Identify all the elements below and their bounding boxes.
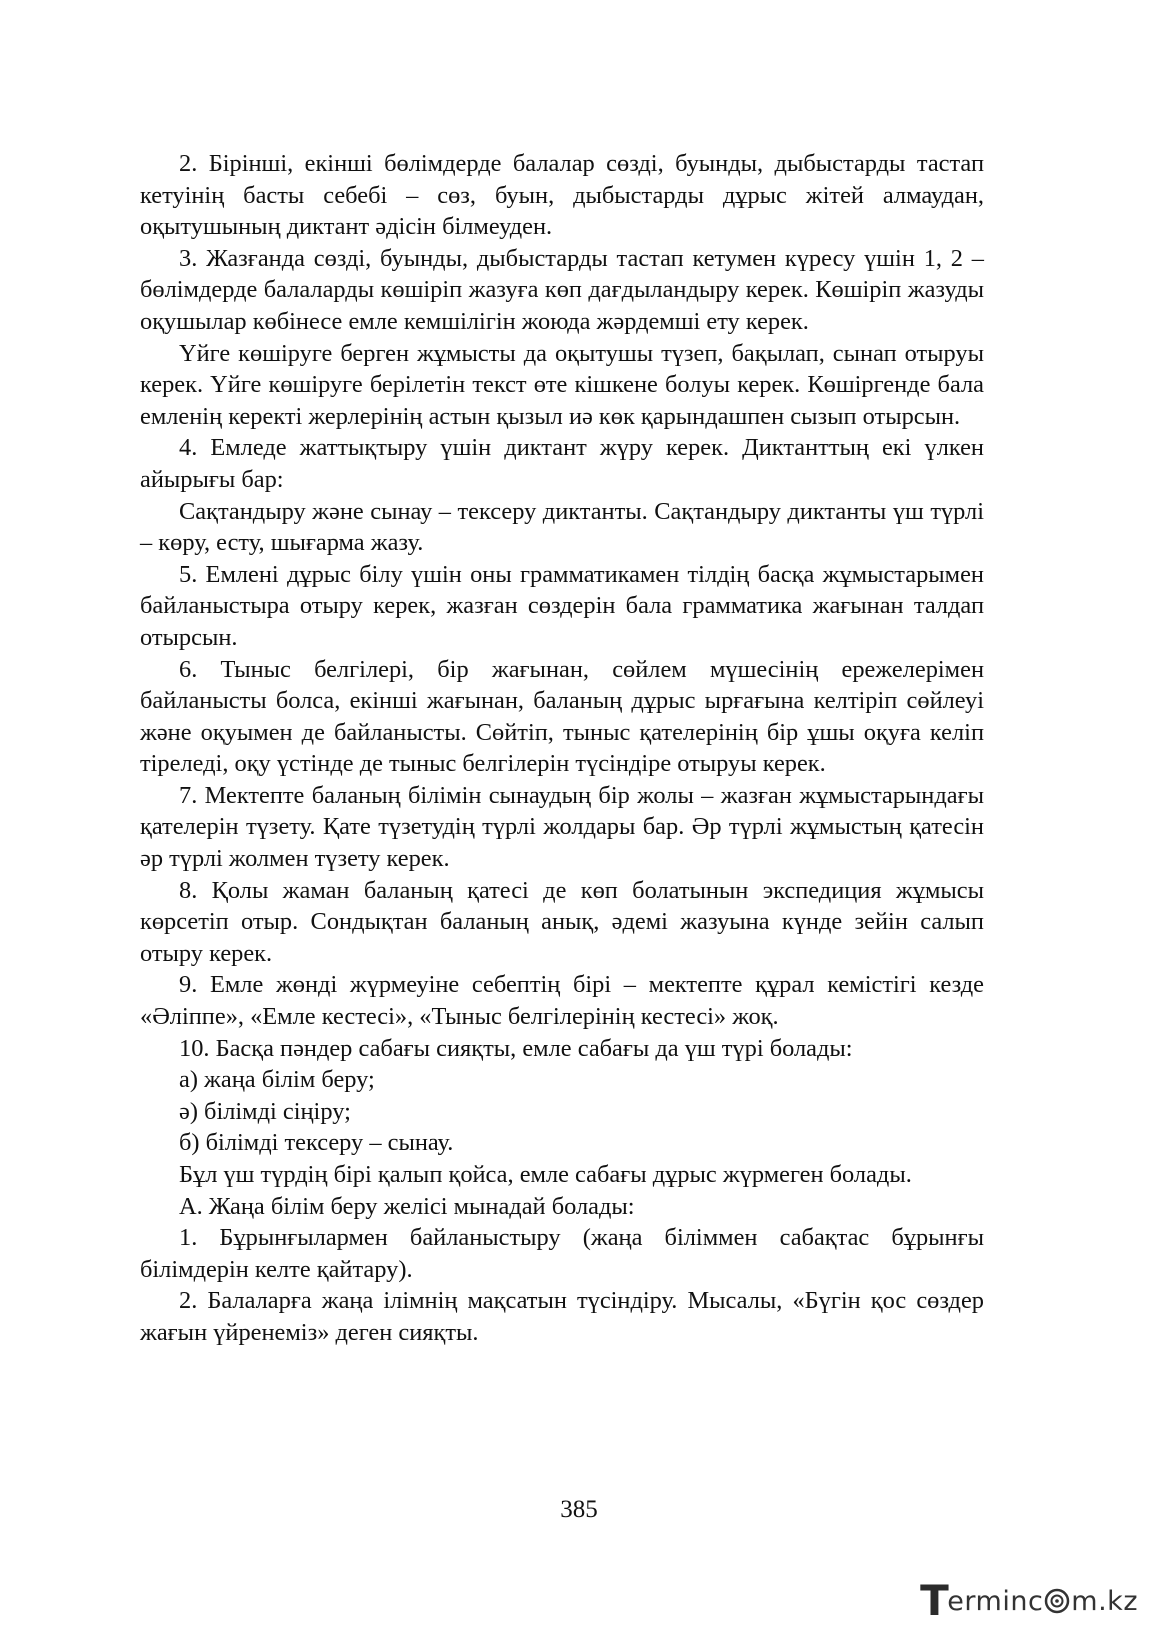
paragraph-step-1: 1. Бұрынғылармен байланыстыру (жаңа біліммен сабақтас бұрынғы білімдерін келте қайтару). bbox=[140, 1224, 984, 1283]
paragraph-dictation-types: Сақтандыру және сынау – тексеру диктанты. Сақтандыру диктанты үш түрлі – көру, есту, шығарма жазу. bbox=[140, 497, 984, 557]
paragraph-step-2: 2. Балаларға жаңа ілімнің мақсатын түсіндіру. Мысалы, «Бүгін қос сөздер жағын үйренеміз» деген сияқты. bbox=[140, 1287, 984, 1346]
paragraph-5: 5. Емлені дұрыс білу үшін оны грамматикамен тілдің басқа жұмыстарымен байланыстыра отыру керек, жазған сөздерін бала грамматика жағынан талдап отырсын. bbox=[140, 560, 984, 651]
paragraph-3: 3. Жазғанда сөзді, буынды, дыбыстарды тастап кетумен күресу үшін 1, 2 – бөлімдерде балаларды көшіріп жазуға көп дағдыландыру керек. Көшіріп жазуды оқушылар көбінесе емле кемшілігін жоюда жәрдемші ету керек. bbox=[140, 244, 984, 335]
list-item-ae: ә) білімді сіңіру; bbox=[179, 1097, 351, 1125]
page-number: 385 bbox=[560, 1496, 598, 1523]
paragraph-section-a: А. Жаңа білім беру желісі мынадай болады: bbox=[179, 1192, 635, 1220]
paragraph-4: 4. Емледе жаттықтыру үшін диктант жүру керек. Диктанттың екі үлкен айырығы бар: bbox=[140, 434, 984, 493]
paragraph-7: 7. Мектепте баланың білімін сынаудың бір жолы – жазған жұмыстарындағы қателерін түзету. Қате түзетудің түрлі жолдары бар. Әр түрлі жұмыстың қатесін әр түрлі жолмен түзету керек. bbox=[140, 781, 984, 873]
list-item-b: б) білімді тексеру – сынау. bbox=[179, 1129, 454, 1157]
watermark-first-letter: T bbox=[920, 1576, 950, 1625]
paragraph-8: 8. Қолы жаман баланың қатесі де көп болатынын экспедиция жұмысы көрсетіп отыр. Сондықтан баланың анық, әдемі жазуына күнде зейін салып отыру керек. bbox=[140, 876, 984, 967]
paragraph-9: 9. Емле жөнді жүрмеуіне себептің бірі – мектепте құрал кемістігі кезде «Әліппе», «Емле кестесі», «Тыныс белгілерінің кестесі» жоқ. bbox=[140, 971, 984, 1031]
watermark-logo bbox=[920, 1577, 1138, 1625]
paragraph-home-copy: Үйге көшіруге берген жұмысты да оқытушы түзеп, бақылап, сынап отыруы керек. Үйге көшіруге берілетін текст өте кішкене болуы керек. Көшіргенде бала емленің керекті жерлерінің астын қызыл иә көк қарындашпен сызып отырсын. bbox=[140, 339, 984, 430]
watermark-text-1: ermin bbox=[947, 1585, 1028, 1617]
target-icon bbox=[1044, 1588, 1070, 1614]
page-body bbox=[140, 148, 984, 1349]
list-item-a: а) жаңа білім беру; bbox=[179, 1066, 375, 1094]
paragraph-summary: Бұл үш түрдің бірі қалып қойса, емле сабағы дұрыс жүрмеген болады. bbox=[179, 1161, 912, 1188]
paragraph-2: 2. Бірінші, екінші бөлімдерде балалар сөзді, буынды, дыбыстарды тастап кетуінің басты себебі – сөз, буын, дыбыстарды дұрыс жітей алмаудан, оқытушының диктант әдісін білмеуден. bbox=[140, 150, 984, 241]
watermark-text-2: c bbox=[1027, 1585, 1044, 1617]
paragraph-6: 6. Тыныс белгілері, бір жағынан, сөйлем мүшесінің ережелерімен байланысты болса, екінші жағынан, баланың дұрыс ырғағына келтіріп сөйлеуі және оқуымен де байланысты. Сөйтіп, тыныс қателерінің бір ұшы оқуға келіп тіреледі, оқу үстінде де тыныс белгілерін түсіндіре отыруы керек. bbox=[140, 655, 984, 778]
paragraph-10: 10. Басқа пәндер сабағы сияқты, емле сабағы да үш түрі болады: bbox=[179, 1034, 853, 1062]
watermark-text-3: m.kz bbox=[1071, 1585, 1138, 1617]
